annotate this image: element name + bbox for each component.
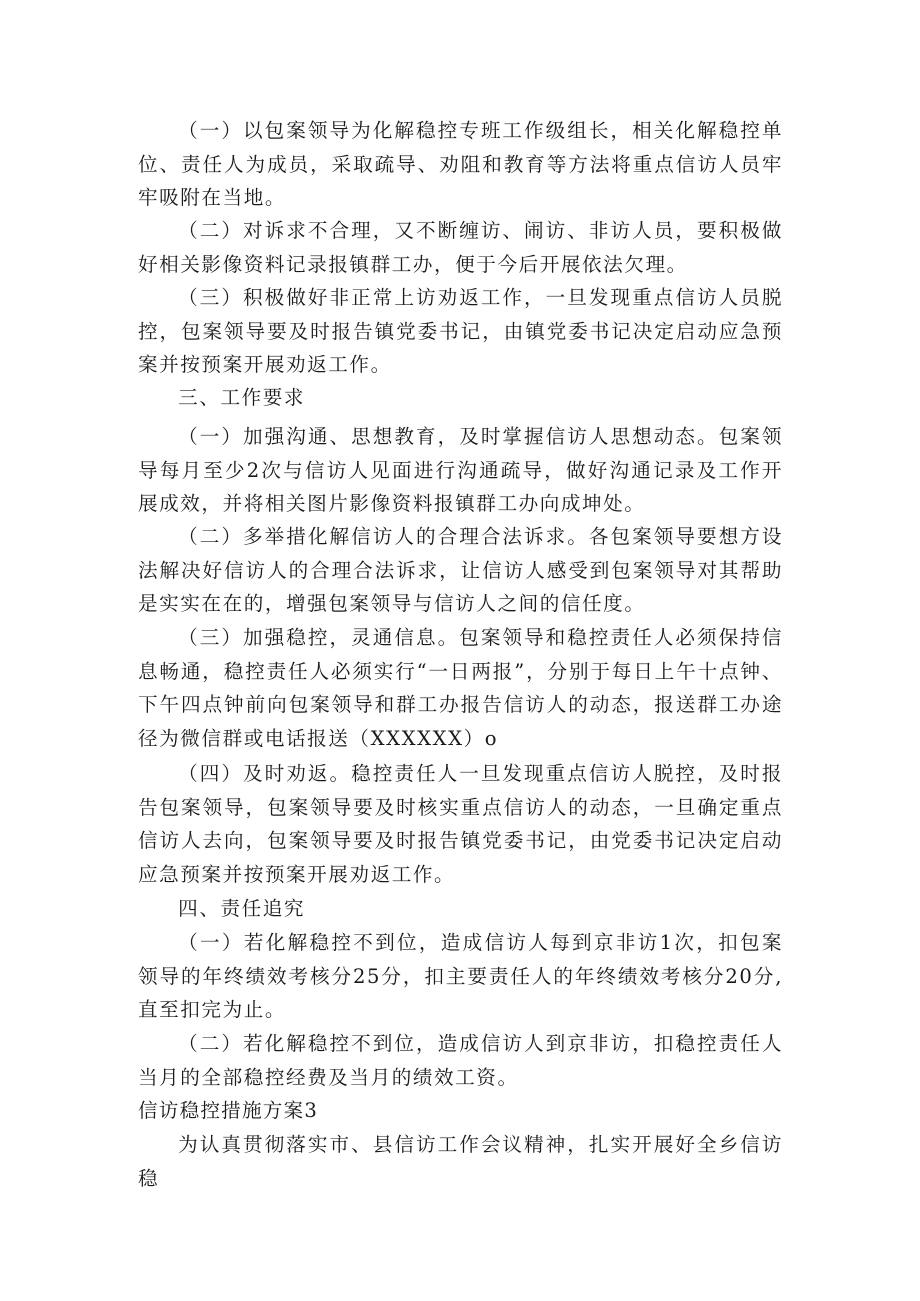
section-heading-3: 三、工作要求 <box>178 386 306 409</box>
paragraph-3: （三）积极做好非正常上访劝返工作，一旦发现重点信访人员脱控，包案领导要及时报告镇党委书记，由镇党委书记决定启动应急预案并按预案开展劝返工作。 <box>138 286 783 376</box>
paragraph-5: （二）多举措化解信访人的合理合法诉求。各包案领导要想方设法解决好信访人的合理合法诉求，让信访人感受到包案领导对其帮助是实实在在的，增强包案领导与信访人之间的信任度。 <box>138 525 783 615</box>
document-title: 信访稳控措施方案3 <box>138 1099 319 1122</box>
paragraph-10: 为认真贯彻落实市、县信访工作会议精神，扎实开展好全乡信访稳 <box>138 1133 783 1190</box>
paragraph-7: （四）及时劝返。稳控责任人一旦发现重点信访人脱控，及时报告包案领导，包案领导要及时核实重点信访人的动态，一旦确定重点信访人去向，包案领导要及时报告镇党委书记，由党委书记决定启动应急预案并按预案开展劝返工作。 <box>138 762 783 886</box>
paragraph-4: （一）加强沟通、思想教育，及时掌握信访人思想动态。包案领导每月至少2次与信访人见面进行沟通疏导，做好沟通记录及工作开展成效，并将相关图片影像资料报镇群工办向成坤处。 <box>138 425 783 515</box>
paragraph-2: （二）对诉求不合理，又不断缠访、闹访、非访人员，要积极做好相关影像资料记录报镇群工办，便于今后开展依法欠理。 <box>138 219 783 276</box>
paragraph-8: （一）若化解稳控不到位，造成信访人每到京非访1次，扣包案领导的年终绩效考核分25分，扣主要责任人的年终绩效考核分20分,直至扣完为止。 <box>138 931 783 1021</box>
paragraph-6: （三）加强稳控，灵通信息。包案领导和稳控责任人必须保持信息畅通，稳控责任人必须实行“一日两报”，分别于每日上午十点钟、下午四点钟前向包案领导和群工办报告信访人的动态，报送群工办途径为微信群或电话报送（XXXXXX）o <box>138 626 783 750</box>
paragraph-1: （一）以包案领导为化解稳控专班工作级组长，相关化解稳控单位、责任人为成员，采取疏导、劝阻和教育等方法将重点信访人员牢牢吸附在当地。 <box>138 119 783 209</box>
paragraph-9: （二）若化解稳控不到位，造成信访人到京非访，扣稳控责任人当月的全部稳控经费及当月的绩效工资。 <box>138 1032 783 1089</box>
section-heading-4: 四、责任追究 <box>178 897 306 920</box>
